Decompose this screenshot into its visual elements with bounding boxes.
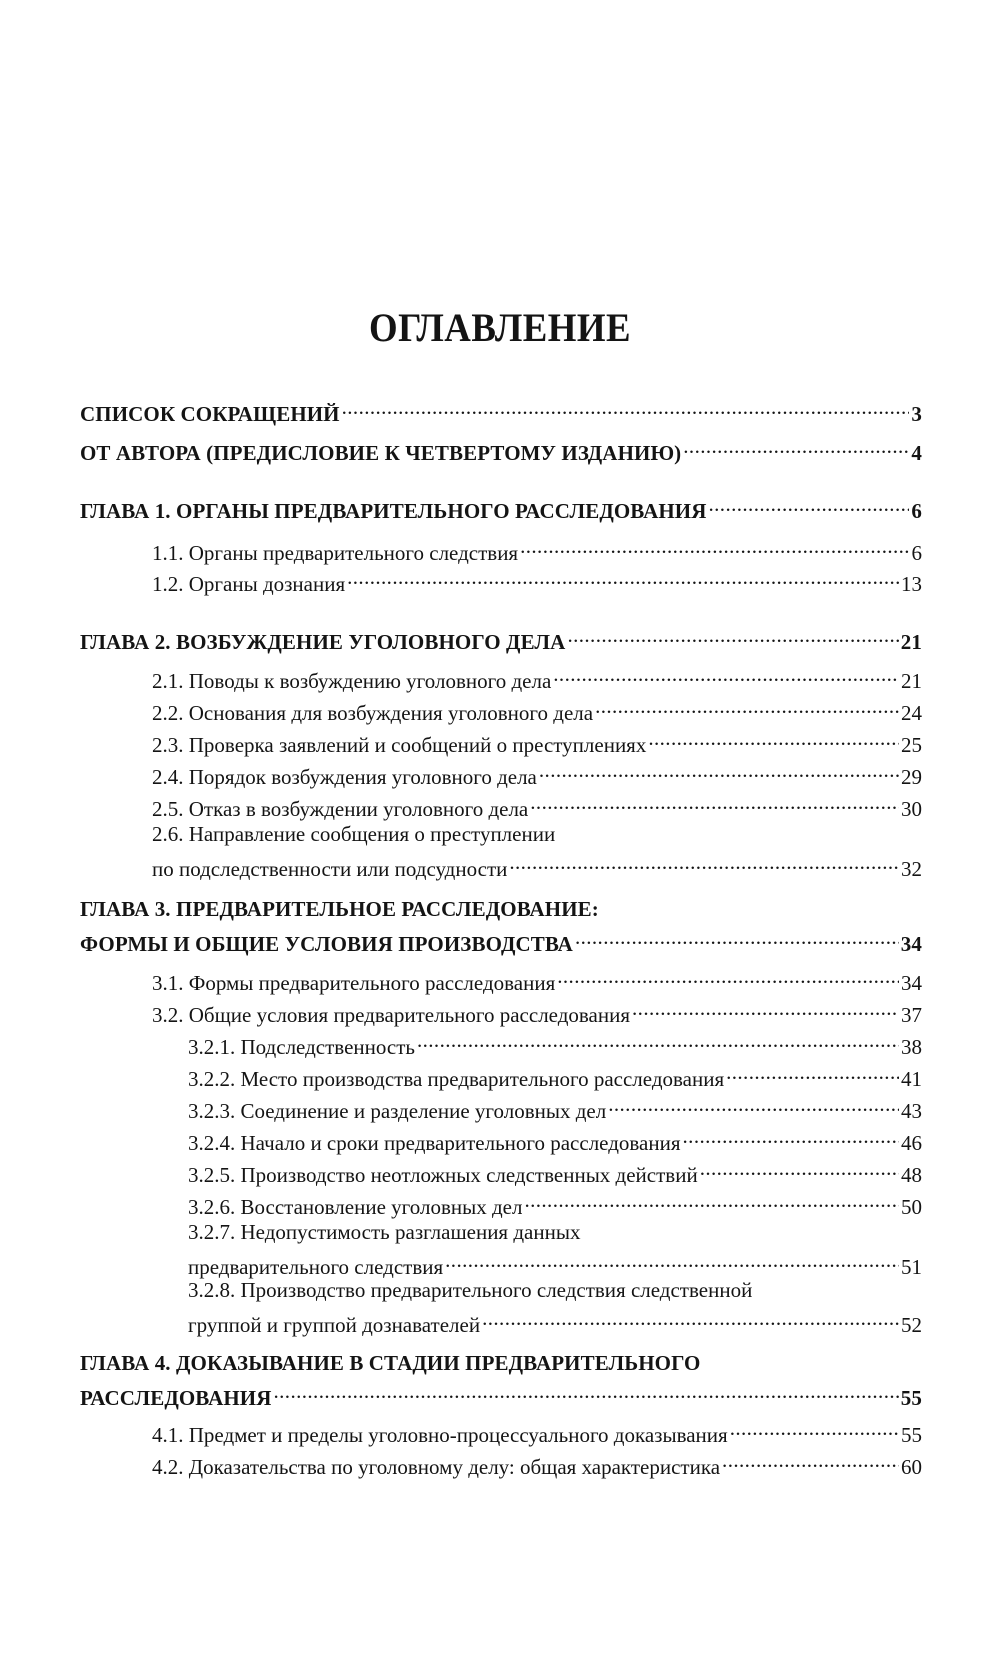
toc-entry bbox=[188, 1186, 922, 1221]
leader-dots bbox=[445, 1246, 899, 1274]
toc-entry-label: 2.3. Проверка заявлений и сообщений о преступлениях bbox=[152, 733, 647, 757]
toc-entry bbox=[80, 1349, 922, 1412]
toc-entry-page: 13 bbox=[901, 572, 922, 596]
toc-entry-label-line1: 2.6. Направление сообщения о преступлении bbox=[152, 822, 556, 846]
toc-entry-page: 25 bbox=[901, 733, 922, 757]
toc-entry bbox=[152, 724, 922, 759]
leader-dots bbox=[726, 1058, 899, 1086]
toc-entry-page: 34 bbox=[900, 932, 922, 956]
toc-entry bbox=[152, 692, 922, 727]
toc-entry-label-line1: ГЛАВА 4. ДОКАЗЫВАНИЕ В СТАДИИ ПРЕДВАРИТЕЛЬНОГО bbox=[80, 1351, 701, 1375]
toc-entry bbox=[152, 788, 922, 823]
toc-entry-page: 21 bbox=[900, 630, 922, 654]
toc-entry-page: 37 bbox=[901, 1003, 922, 1027]
toc-entry-page: 6 bbox=[911, 541, 922, 565]
toc-entry-label: 1.2. Органы дознания bbox=[152, 572, 346, 596]
toc-entry bbox=[152, 994, 922, 1029]
toc-entry-label: ФОРМЫ И ОБЩИЕ УСЛОВИЯ ПРОИЗВОДСТВА bbox=[80, 932, 573, 956]
toc-entry-label: 3.2.4. Начало и сроки предварительного расследования bbox=[188, 1131, 681, 1155]
leader-dots bbox=[730, 1414, 899, 1442]
toc-entry-label: 3.2.1. Подследственность bbox=[188, 1035, 415, 1059]
toc-entry-label: группой и группой дознавателей bbox=[188, 1313, 481, 1337]
leader-dots bbox=[417, 1026, 899, 1054]
toc-entry-page: 6 bbox=[911, 499, 922, 523]
toc-entry-label: 2.5. Отказ в возбуждении уголовного дела bbox=[152, 797, 529, 821]
toc-entry-label: РАССЛЕДОВАНИЯ bbox=[80, 1386, 272, 1410]
toc-entry-label: 4.1. Предмет и пределы уголовно-процессуального доказывания bbox=[152, 1423, 728, 1447]
toc-entry bbox=[152, 1446, 922, 1481]
toc-entry bbox=[80, 490, 922, 525]
toc-entry-label: по подследственности или подсудности bbox=[152, 857, 508, 881]
toc-entry bbox=[152, 1414, 922, 1449]
leader-dots bbox=[530, 788, 899, 816]
toc-entry-label-line1: ГЛАВА 3. ПРЕДВАРИТЕЛЬНОЕ РАССЛЕДОВАНИЕ: bbox=[80, 897, 599, 921]
toc-entry-page: 4 bbox=[911, 441, 922, 465]
toc-entry-page: 50 bbox=[901, 1195, 922, 1219]
toc-entry-label: 4.2. Доказательства по уголовному делу: общая характеристика bbox=[152, 1455, 721, 1479]
leader-dots bbox=[567, 621, 898, 649]
toc-entry bbox=[80, 432, 922, 467]
leader-dots bbox=[575, 923, 899, 951]
toc-entry-page: 24 bbox=[901, 701, 922, 725]
leader-dots bbox=[342, 393, 910, 421]
toc-entry bbox=[152, 820, 922, 883]
toc-entry-page: 3 bbox=[911, 402, 922, 426]
leader-dots bbox=[683, 1122, 899, 1150]
toc-entry bbox=[152, 962, 922, 997]
toc-entry bbox=[188, 1026, 922, 1061]
toc-entry bbox=[188, 1218, 922, 1281]
toc-entry-label: 3.2.5. Производство неотложных следственных действий bbox=[188, 1163, 698, 1187]
toc-entry-page: 29 bbox=[901, 765, 922, 789]
toc-entry bbox=[152, 563, 922, 598]
page-title: ОГЛАВЛЕНИЕ bbox=[369, 305, 631, 350]
leader-dots bbox=[539, 756, 899, 784]
toc-entry-label: 3.2. Общие условия предварительного расследования bbox=[152, 1003, 631, 1027]
toc-entry-label: ГЛАВА 2. ВОЗБУЖДЕНИЕ УГОЛОВНОГО ДЕЛА bbox=[80, 630, 566, 654]
toc-entry-label: 3.1. Формы предварительного расследования bbox=[152, 971, 556, 995]
toc-entry-label: 2.1. Поводы к возбуждению уголовного дела bbox=[152, 669, 552, 693]
leader-dots bbox=[648, 724, 899, 752]
toc-entry-label: ГЛАВА 1. ОРГАНЫ ПРЕДВАРИТЕЛЬНОГО РАССЛЕДОВАНИЯ bbox=[80, 499, 707, 523]
toc-entry bbox=[80, 393, 922, 428]
toc-entry-label: 2.4. Порядок возбуждения уголовного дела bbox=[152, 765, 537, 789]
toc-entry-label: 3.2.2. Место производства предварительного расследования bbox=[188, 1067, 725, 1091]
toc-entry-label: 3.2.6. Восстановление уголовных дел bbox=[188, 1195, 523, 1219]
toc-entry-label-line1: 3.2.7. Недопустимость разглашения данных bbox=[188, 1220, 581, 1244]
toc-entry-page: 55 bbox=[901, 1423, 922, 1447]
toc-entry-label: предварительного следствия bbox=[188, 1255, 444, 1279]
toc-entry-page: 52 bbox=[901, 1313, 922, 1337]
leader-dots bbox=[524, 1186, 899, 1214]
leader-dots bbox=[347, 563, 899, 591]
toc-entry bbox=[188, 1122, 922, 1157]
toc-entry bbox=[152, 532, 922, 567]
toc-entry bbox=[188, 1058, 922, 1093]
leader-dots bbox=[722, 1446, 899, 1474]
toc-entry-page: 60 bbox=[901, 1455, 922, 1479]
toc-entry bbox=[188, 1276, 922, 1339]
toc-entry-page: 46 bbox=[901, 1131, 922, 1155]
toc-entry-page: 30 bbox=[901, 797, 922, 821]
leader-dots bbox=[509, 848, 899, 876]
toc-entry bbox=[80, 621, 922, 656]
toc-entry-page: 41 bbox=[901, 1067, 922, 1091]
toc-entry-page: 38 bbox=[901, 1035, 922, 1059]
leader-dots bbox=[520, 532, 909, 560]
toc-entry-page: 51 bbox=[901, 1255, 922, 1279]
leader-dots bbox=[482, 1304, 899, 1332]
leader-dots bbox=[700, 1154, 899, 1182]
leader-dots bbox=[595, 692, 899, 720]
leader-dots bbox=[683, 432, 909, 460]
toc-entry bbox=[152, 660, 922, 695]
toc-entry bbox=[80, 895, 922, 958]
toc-entry-page: 55 bbox=[900, 1386, 922, 1410]
toc-entry bbox=[152, 756, 922, 791]
leader-dots bbox=[632, 994, 899, 1022]
toc-entry-label: 1.1. Органы предварительного следствия bbox=[152, 541, 519, 565]
toc-entry-label: СПИСОК СОКРАЩЕНИЙ bbox=[80, 402, 340, 426]
toc-entry-page: 43 bbox=[901, 1099, 922, 1123]
leader-dots bbox=[274, 1377, 899, 1405]
toc-entry-page: 48 bbox=[901, 1163, 922, 1187]
toc-entry-label: ОТ АВТОРА (ПРЕДИСЛОВИЕ К ЧЕТВЕРТОМУ ИЗДАНИЮ) bbox=[80, 441, 682, 465]
toc-entry-page: 32 bbox=[901, 857, 922, 881]
toc-entry-page: 34 bbox=[901, 971, 922, 995]
toc-entry-label-line1: 3.2.8. Производство предварительного следствия следственной bbox=[188, 1278, 753, 1302]
toc-entry bbox=[188, 1154, 922, 1189]
leader-dots bbox=[608, 1090, 899, 1118]
leader-dots bbox=[553, 660, 899, 688]
toc-entry-label: 2.2. Основания для возбуждения уголовного дела bbox=[152, 701, 594, 725]
toc-entry bbox=[188, 1090, 922, 1125]
leader-dots bbox=[709, 490, 910, 518]
toc-entry-label: 3.2.3. Соединение и разделение уголовных дел bbox=[188, 1099, 607, 1123]
toc-entry-page: 21 bbox=[901, 669, 922, 693]
leader-dots bbox=[557, 962, 899, 990]
